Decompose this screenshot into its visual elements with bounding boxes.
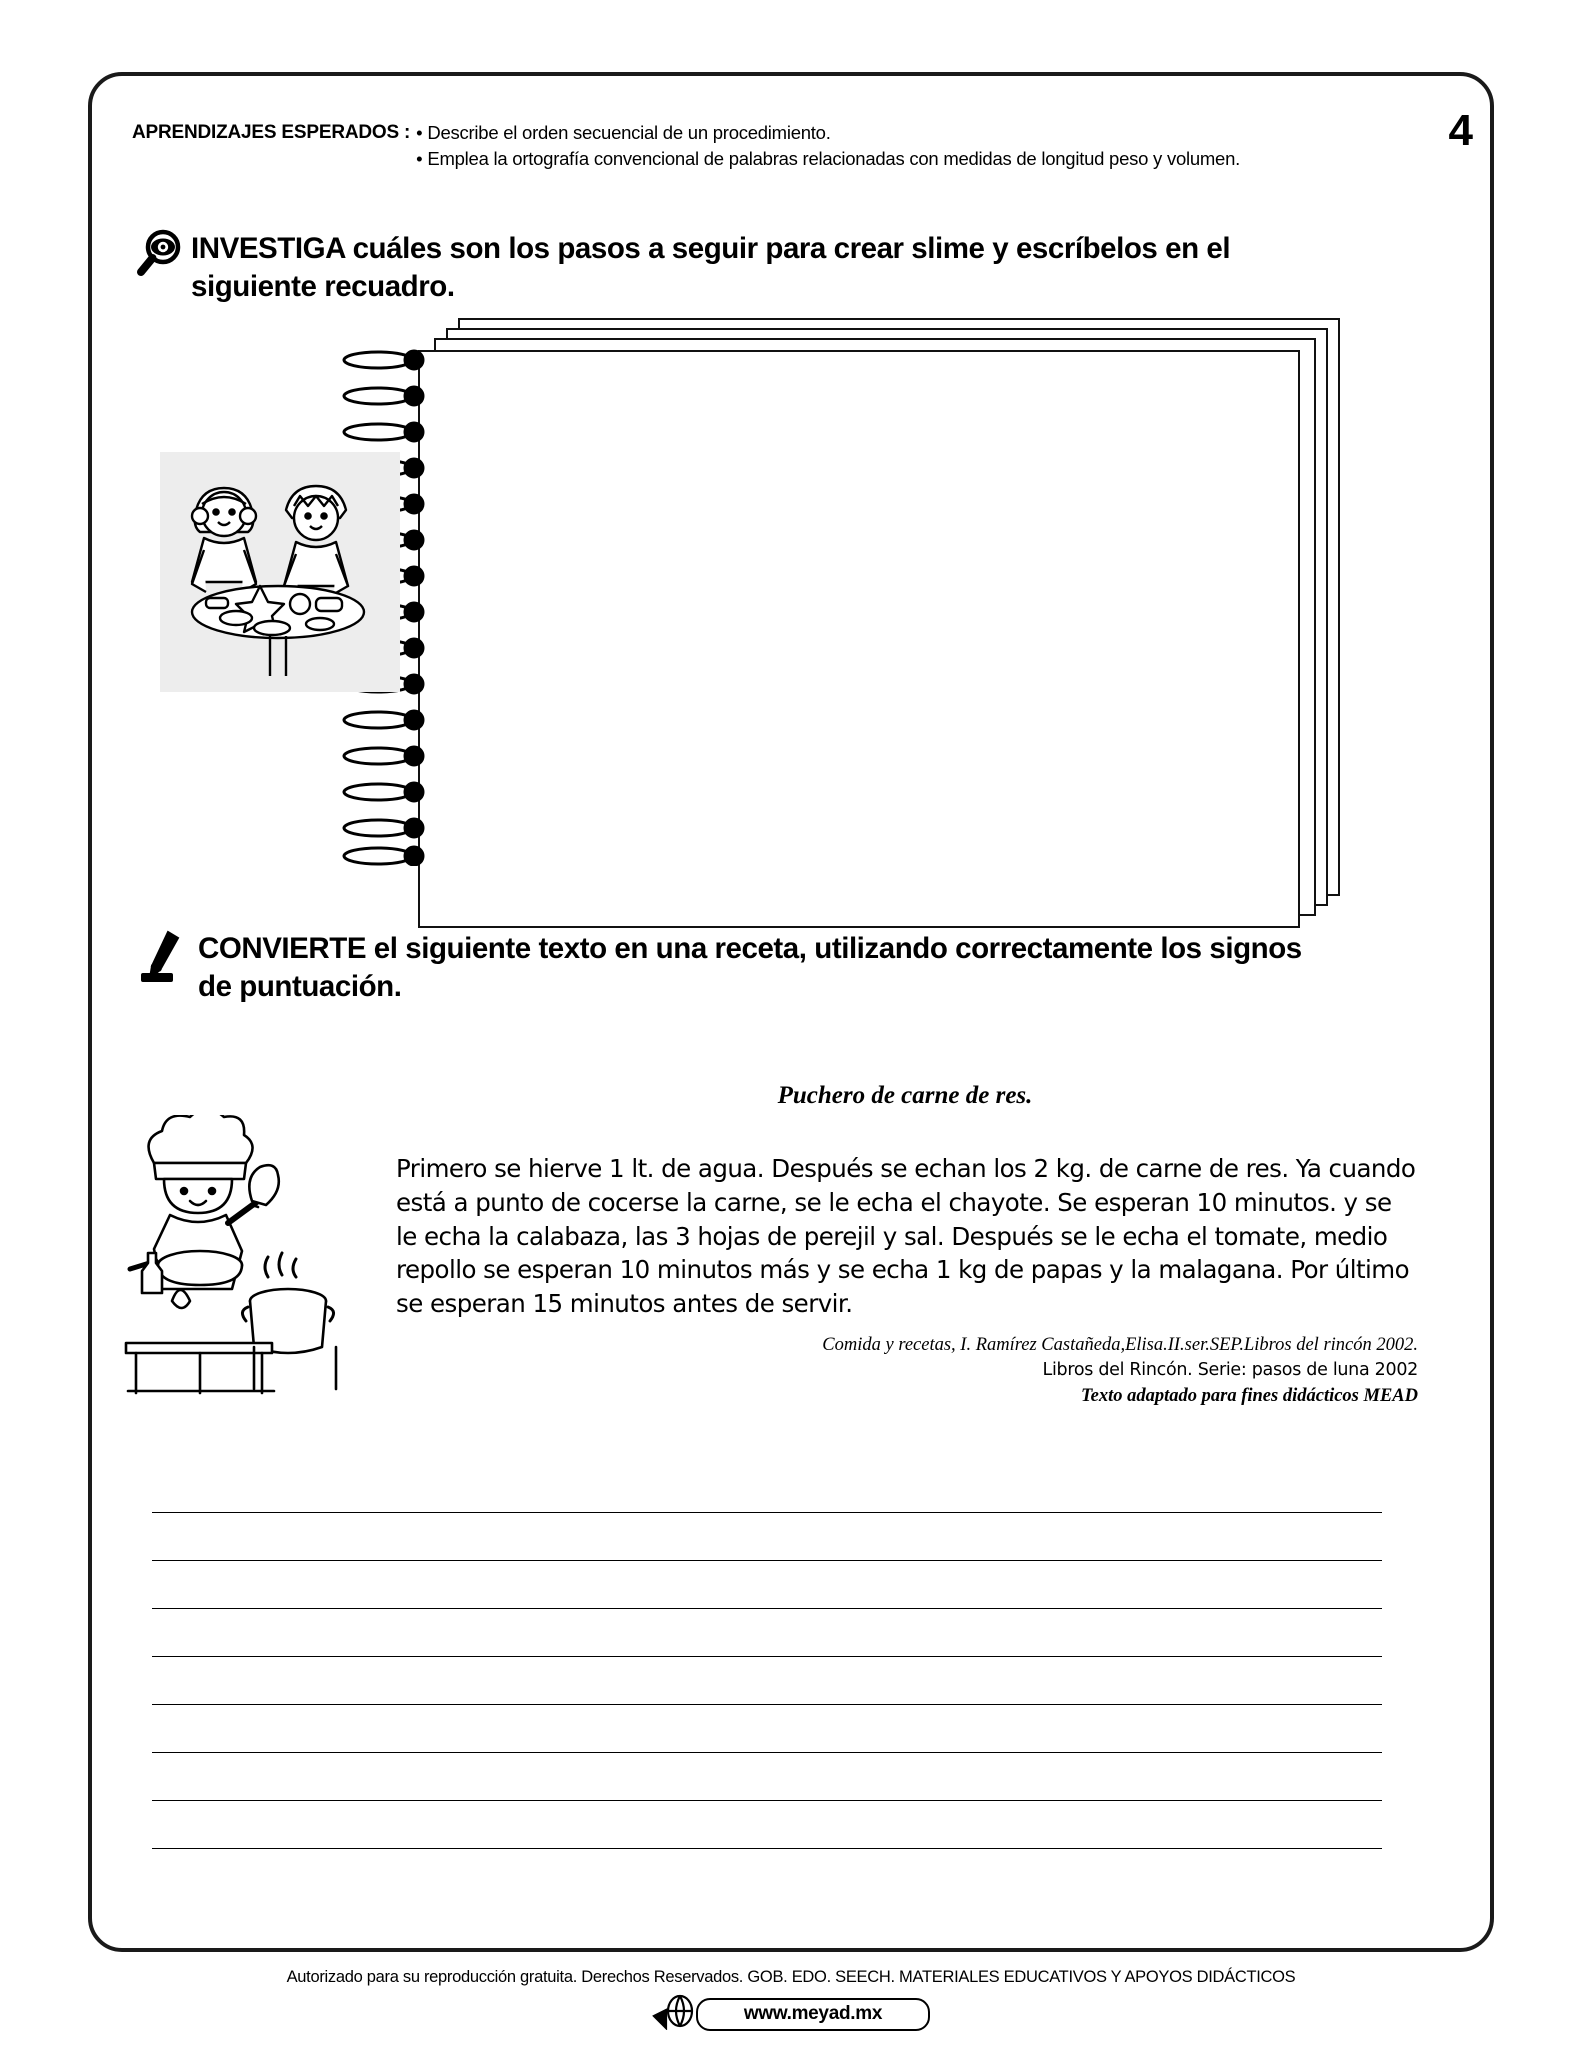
credit-line-3: Texto adaptado para fines didácticos MEAD xyxy=(1081,1386,1418,1407)
bullet-icon: • xyxy=(416,148,423,170)
writing-line[interactable] xyxy=(152,1608,1382,1609)
recipe-paragraph: Primero se hierve 1 lt. de agua. Después se echan los 2 kg. de carne de res. Ya cuando está a punto de cocerse la carne, se le echa el chayote. Se esperan 10 minutos. y se le echa la calabaza, las 3 hojas de perejil y sal. Después se le echa el tomate, medio repollo se esperan 10 minutos más y se echa 1 kg de papas y la malagana. Por último se esperan 15 minutos antes de servir. xyxy=(396,1154,1416,1319)
objectives-title: APRENDIZAJES ESPERADOS : xyxy=(132,122,411,143)
learning-objectives xyxy=(132,120,1312,173)
writing-line[interactable] xyxy=(152,1512,1382,1513)
globe-mouse-icon xyxy=(652,1994,698,2035)
writing-line[interactable] xyxy=(152,1656,1382,1657)
writing-line[interactable] xyxy=(152,1848,1382,1849)
chef-cooking-illustration xyxy=(112,1115,372,1405)
objective-item-1 xyxy=(416,120,1312,146)
magnifier-eye-icon xyxy=(133,228,191,284)
bullet-icon: • xyxy=(416,122,423,143)
writing-line[interactable] xyxy=(152,1800,1382,1801)
writing-lines[interactable] xyxy=(152,1512,1382,1896)
writing-line[interactable] xyxy=(152,1752,1382,1753)
page-number: 4 xyxy=(1448,106,1472,155)
recipe-credits xyxy=(418,1332,1418,1409)
footer-notice: Autorizado para su reproducción gratuita. Derechos Reservados. GOB. EDO. SEECH. MATERIALES EDUCATIVOS Y APOYOS DIDÁCTICOS xyxy=(286,1968,1296,1986)
credit-line-2: Libros del Rincón. Serie: pasos de luna 2002 xyxy=(1042,1360,1418,1381)
objectives-list xyxy=(416,120,1312,173)
notebook-writing-area[interactable] xyxy=(418,350,1300,928)
instruction-investiga xyxy=(133,228,1313,307)
spiral-notebook xyxy=(418,318,1358,928)
writing-line[interactable] xyxy=(152,1560,1382,1561)
objective-item-2 xyxy=(416,146,1276,172)
instruction-investiga-text: INVESTIGA cuáles son los pasos a seguir para crear slime y escríbelos en el siguiente recuadro. xyxy=(191,232,1231,304)
pencil-icon xyxy=(140,928,198,984)
recipe-title: Puchero de carne de res. xyxy=(777,1082,1033,1109)
objective-text-2: Emplea la ortografía convencional de palabras relacionadas con medidas de longitud peso y volumen. xyxy=(427,148,1241,170)
credit-line-1: Comida y recetas, I. Ramírez Castañeda,Elisa.II.ser.SEP.Libros del rincón 2002. xyxy=(822,1335,1418,1355)
instruction-convierte xyxy=(140,928,1320,1007)
children-making-slime-illustration xyxy=(160,452,400,692)
objective-text-1: Describe el orden secuencial de un procedimiento. xyxy=(427,122,831,143)
footer-url-area xyxy=(0,1994,1582,2035)
website-url[interactable]: www.meyad.mx xyxy=(696,1998,930,2031)
instruction-convierte-text: CONVIERTE el siguiente texto en una receta, utilizando correctamente los signos de puntuación. xyxy=(198,932,1302,1004)
writing-line[interactable] xyxy=(152,1704,1382,1705)
